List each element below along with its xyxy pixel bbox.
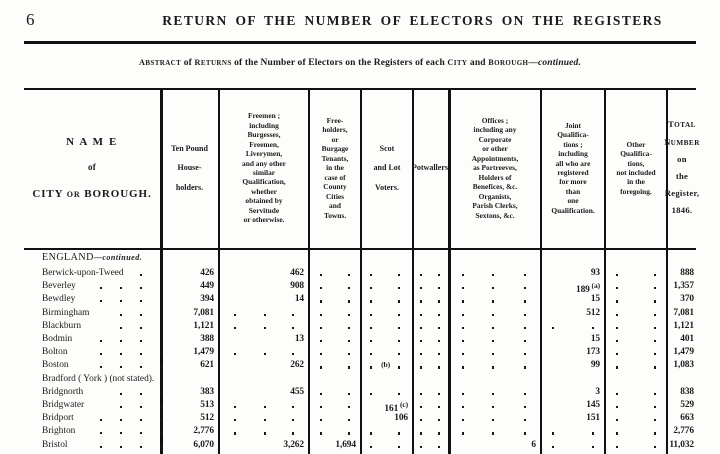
cell-ten-pound: 2,776 xyxy=(193,426,214,437)
header-total-number xyxy=(664,90,700,246)
header-line: including xyxy=(249,120,279,130)
blank-other xyxy=(24,360,696,373)
header-line: Voters. xyxy=(375,182,399,192)
page-number: 6 xyxy=(26,10,35,29)
blank-other xyxy=(24,400,696,413)
section-heading-continued: —continued. xyxy=(93,253,143,262)
header-line: Joint xyxy=(564,120,581,130)
caption-abstract-a: A xyxy=(139,58,146,67)
section-heading xyxy=(42,252,142,263)
table-body xyxy=(24,250,696,454)
cell-ten-pound: 388 xyxy=(200,334,214,344)
header-potwallers xyxy=(414,90,448,246)
blank-other xyxy=(24,334,696,347)
header-line: or xyxy=(331,134,339,144)
header-line: Freemen ; xyxy=(247,111,281,121)
running-title: RETURN OF THE NUMBER OF ELECTORS ON THE REGISTERS xyxy=(162,13,663,28)
cell-freemen: 455 xyxy=(290,386,304,397)
cell-joint: 15 xyxy=(590,334,600,344)
header-line: Register, xyxy=(664,188,700,199)
cell-ten-pound: 6,070 xyxy=(193,439,214,450)
header-rule xyxy=(24,41,696,44)
header-line: including any xyxy=(473,125,517,135)
header-line: Ten Pound xyxy=(171,143,208,153)
cell-total: 2,776 xyxy=(673,426,694,437)
header-line: Towns. xyxy=(323,210,347,220)
header-line: House- xyxy=(177,163,202,173)
caption-returns-rest: ETURNS xyxy=(200,59,232,67)
row-name: Bradford ( York ) (not stated). xyxy=(42,373,155,384)
cell-freeholders: 1,694 xyxy=(335,439,356,450)
header-freemen xyxy=(220,90,308,246)
header-line: Offices ; xyxy=(481,115,509,125)
header-line: whether xyxy=(251,186,277,196)
table-row xyxy=(24,347,696,360)
header-line: and Lot xyxy=(373,163,401,173)
row-name: Bridgnorth xyxy=(42,386,84,397)
table-caption xyxy=(0,58,720,68)
row-name: Brighton xyxy=(42,426,76,437)
caption-abstract-rest: BSTRACT xyxy=(145,59,182,67)
header-line: Corporate xyxy=(478,134,512,144)
cell-ten-pound: 512 xyxy=(200,413,214,424)
table-row xyxy=(24,400,696,413)
caption-borough-rest: OROUGH xyxy=(494,59,529,67)
row-name: Bewdley xyxy=(42,294,76,305)
header-line: including xyxy=(558,149,588,159)
header-line: tions ; xyxy=(563,139,583,149)
blank-other xyxy=(24,347,696,360)
header-line: on the xyxy=(675,153,689,181)
header-line: Qualification, xyxy=(242,177,286,187)
row-name: Berwick-upon-Tweed xyxy=(42,268,124,278)
cell-ten-pound: 7,081 xyxy=(193,307,214,318)
header-line: Burgage xyxy=(321,144,349,154)
table-row xyxy=(24,440,696,453)
header-line: not included xyxy=(616,168,656,177)
cell-joint: 99 xyxy=(590,360,600,371)
header-line: Parish Clerks, xyxy=(472,201,518,211)
cell-ten-pound: 1,121 xyxy=(193,320,214,331)
blank-other xyxy=(24,440,696,453)
cell-total: 1,121 xyxy=(673,320,694,331)
header-line: for more xyxy=(559,177,587,187)
header-line: Qualification. xyxy=(551,205,595,215)
header-line: Organists, xyxy=(478,191,512,201)
header-line: or other xyxy=(482,144,508,154)
table-row xyxy=(24,387,696,400)
row-name: Beverley xyxy=(42,281,76,292)
cell-freemen: 3,262 xyxy=(283,439,304,450)
cell-offices: 6 xyxy=(531,439,536,450)
cell-joint: 151 xyxy=(586,413,600,424)
header-line: Benefices, &c. xyxy=(472,182,518,192)
row-name: Bristol xyxy=(42,439,68,450)
header-ten-pound-householders xyxy=(161,90,218,246)
cell-freemen: 908 xyxy=(290,281,304,292)
cell-total: 1,357 xyxy=(673,281,694,292)
cell-total: 1,479 xyxy=(673,347,694,358)
header-scot-and-lot-voters xyxy=(362,90,412,246)
blank-other xyxy=(24,308,696,321)
header-line: and any other xyxy=(242,158,286,168)
table-row xyxy=(24,308,696,321)
cell-joint: 189 $^{(a)}$ xyxy=(576,281,600,296)
blank-other xyxy=(24,281,696,294)
header-line: Tenants, xyxy=(321,153,349,163)
header-line: registered xyxy=(557,168,589,177)
blank-other xyxy=(24,321,696,334)
cell-total: 370 xyxy=(680,294,694,305)
row-name: Bodmin xyxy=(42,334,73,344)
header-line: case of xyxy=(324,172,346,182)
header-line: Other xyxy=(626,139,646,149)
header-line: Appointments, xyxy=(471,153,519,163)
table-row xyxy=(24,374,696,387)
header-name-city-borough: CITY OR BOROUGH. xyxy=(32,187,152,200)
header-line: all who are xyxy=(555,158,591,168)
table-row xyxy=(24,281,696,294)
cell-total: 7,081 xyxy=(673,307,694,318)
cell-joint: 173 xyxy=(586,347,600,358)
table-row xyxy=(24,413,696,426)
cell-freemen: 262 xyxy=(290,360,304,371)
header-line: similar xyxy=(252,168,276,177)
section-heading-text: ENGLAND xyxy=(42,252,94,263)
header-line: obtained by xyxy=(245,196,283,206)
cell-ten-pound: 621 xyxy=(200,360,214,371)
table-row xyxy=(24,294,696,307)
row-name: Bridgwater xyxy=(42,400,85,410)
header-line: Servitude xyxy=(248,205,280,215)
caption-city-c: C xyxy=(447,58,454,67)
header-line: Cities xyxy=(325,191,345,201)
header-number-line: NUMBER xyxy=(664,136,700,147)
running-head xyxy=(0,10,720,36)
cell-total: 11,032 xyxy=(669,439,694,450)
header-line: County xyxy=(323,182,347,192)
header-offices xyxy=(450,90,540,246)
footnote-marker: (c) xyxy=(398,400,408,409)
caption-and: and xyxy=(467,58,489,68)
cell-total: 838 xyxy=(680,386,694,397)
cell-joint: 15 xyxy=(590,294,600,305)
header-other-qualifications xyxy=(606,90,666,246)
cell-freemen: 462 xyxy=(290,268,304,278)
header-line: Liverymen, xyxy=(245,149,283,159)
cell-scot-lot: 161 $^{(c)}$ xyxy=(384,400,408,415)
header-line: foregoing. xyxy=(620,186,652,196)
cell-ten-pound: 426 xyxy=(200,268,214,278)
cell-ten-pound: 394 xyxy=(200,294,214,305)
cell-scot-lot: 106 xyxy=(394,413,408,424)
header-line: holders. xyxy=(175,182,204,192)
cell-joint: 93 xyxy=(590,268,600,278)
cell-ten-pound: 449 xyxy=(200,281,214,292)
cell-total: 1,083 xyxy=(673,360,694,371)
table-row xyxy=(24,321,696,334)
row-name: Birmingham xyxy=(42,307,90,318)
cell-joint: 512 xyxy=(586,307,600,318)
header-joint-qualifications xyxy=(542,90,604,246)
cell-total: 663 xyxy=(680,413,694,424)
caption-returns-r: R xyxy=(194,58,201,67)
row-name: Blackburn xyxy=(42,320,82,331)
cell-joint: 145 xyxy=(586,400,600,410)
header-line: than xyxy=(565,186,581,196)
header-line: 1846. xyxy=(671,205,693,216)
header-line: or otherwise. xyxy=(243,215,285,225)
electors-table xyxy=(24,88,700,454)
header-line: tions, xyxy=(627,158,645,168)
cell-joint: 3 xyxy=(595,386,600,397)
header-name-of: of xyxy=(87,162,97,173)
blank-other xyxy=(24,426,696,439)
cell-freemen: 13 xyxy=(294,334,304,344)
header-line: one xyxy=(567,196,579,206)
header-line: as Portreeves, xyxy=(473,163,517,173)
caption-city-rest: ITY xyxy=(453,59,468,67)
header-line: Freemen, xyxy=(249,139,279,149)
caption-middle: of the Number of Electors on the Registers of each xyxy=(231,58,448,68)
header-line: Potwallers. xyxy=(412,163,450,173)
table-row xyxy=(24,334,696,347)
header-line: in the xyxy=(627,177,645,187)
cell-ten-pound: 1,479 xyxy=(193,347,214,358)
row-name: Bolton xyxy=(42,347,68,358)
table-row xyxy=(24,268,696,281)
row-name: Bridport xyxy=(42,413,74,424)
header-name-main: N A M E xyxy=(66,135,118,148)
table-row xyxy=(24,426,696,439)
cell-freemen: 14 xyxy=(294,294,304,305)
header-line: Qualifica- xyxy=(557,130,589,140)
row-name: Boston xyxy=(42,360,69,371)
cell-ten-pound: 513 xyxy=(200,400,214,410)
header-name xyxy=(24,90,160,246)
caption-of: of xyxy=(181,58,195,68)
header-line: Sextons, &c. xyxy=(475,210,515,220)
blank-other xyxy=(24,387,696,400)
blank-other xyxy=(24,268,696,281)
header-line: Qualifica- xyxy=(620,149,652,159)
cell-total: 529 xyxy=(680,400,694,410)
header-total-line: TOTAL xyxy=(668,119,696,130)
header-line: Free- xyxy=(326,115,344,125)
blank-other xyxy=(24,294,696,307)
footnote-marker: (b) xyxy=(381,360,390,370)
cell-total: 401 xyxy=(680,334,694,344)
header-freeholders xyxy=(310,90,360,246)
header-line: Burgesses, xyxy=(247,130,281,140)
cell-ten-pound: 383 xyxy=(200,386,214,397)
caption-continued: —continued. xyxy=(528,58,581,68)
blank-other xyxy=(24,413,696,426)
header-line: in the xyxy=(326,163,344,173)
table-row xyxy=(24,360,696,373)
header-line: and xyxy=(329,201,341,211)
caption-borough-b: B xyxy=(488,58,495,67)
header-line: Holders of xyxy=(478,172,512,182)
header-line: holders, xyxy=(322,125,348,135)
footnote-marker: (a) xyxy=(589,281,600,291)
header-line: Scot xyxy=(379,143,395,153)
cell-total: 888 xyxy=(680,268,694,278)
